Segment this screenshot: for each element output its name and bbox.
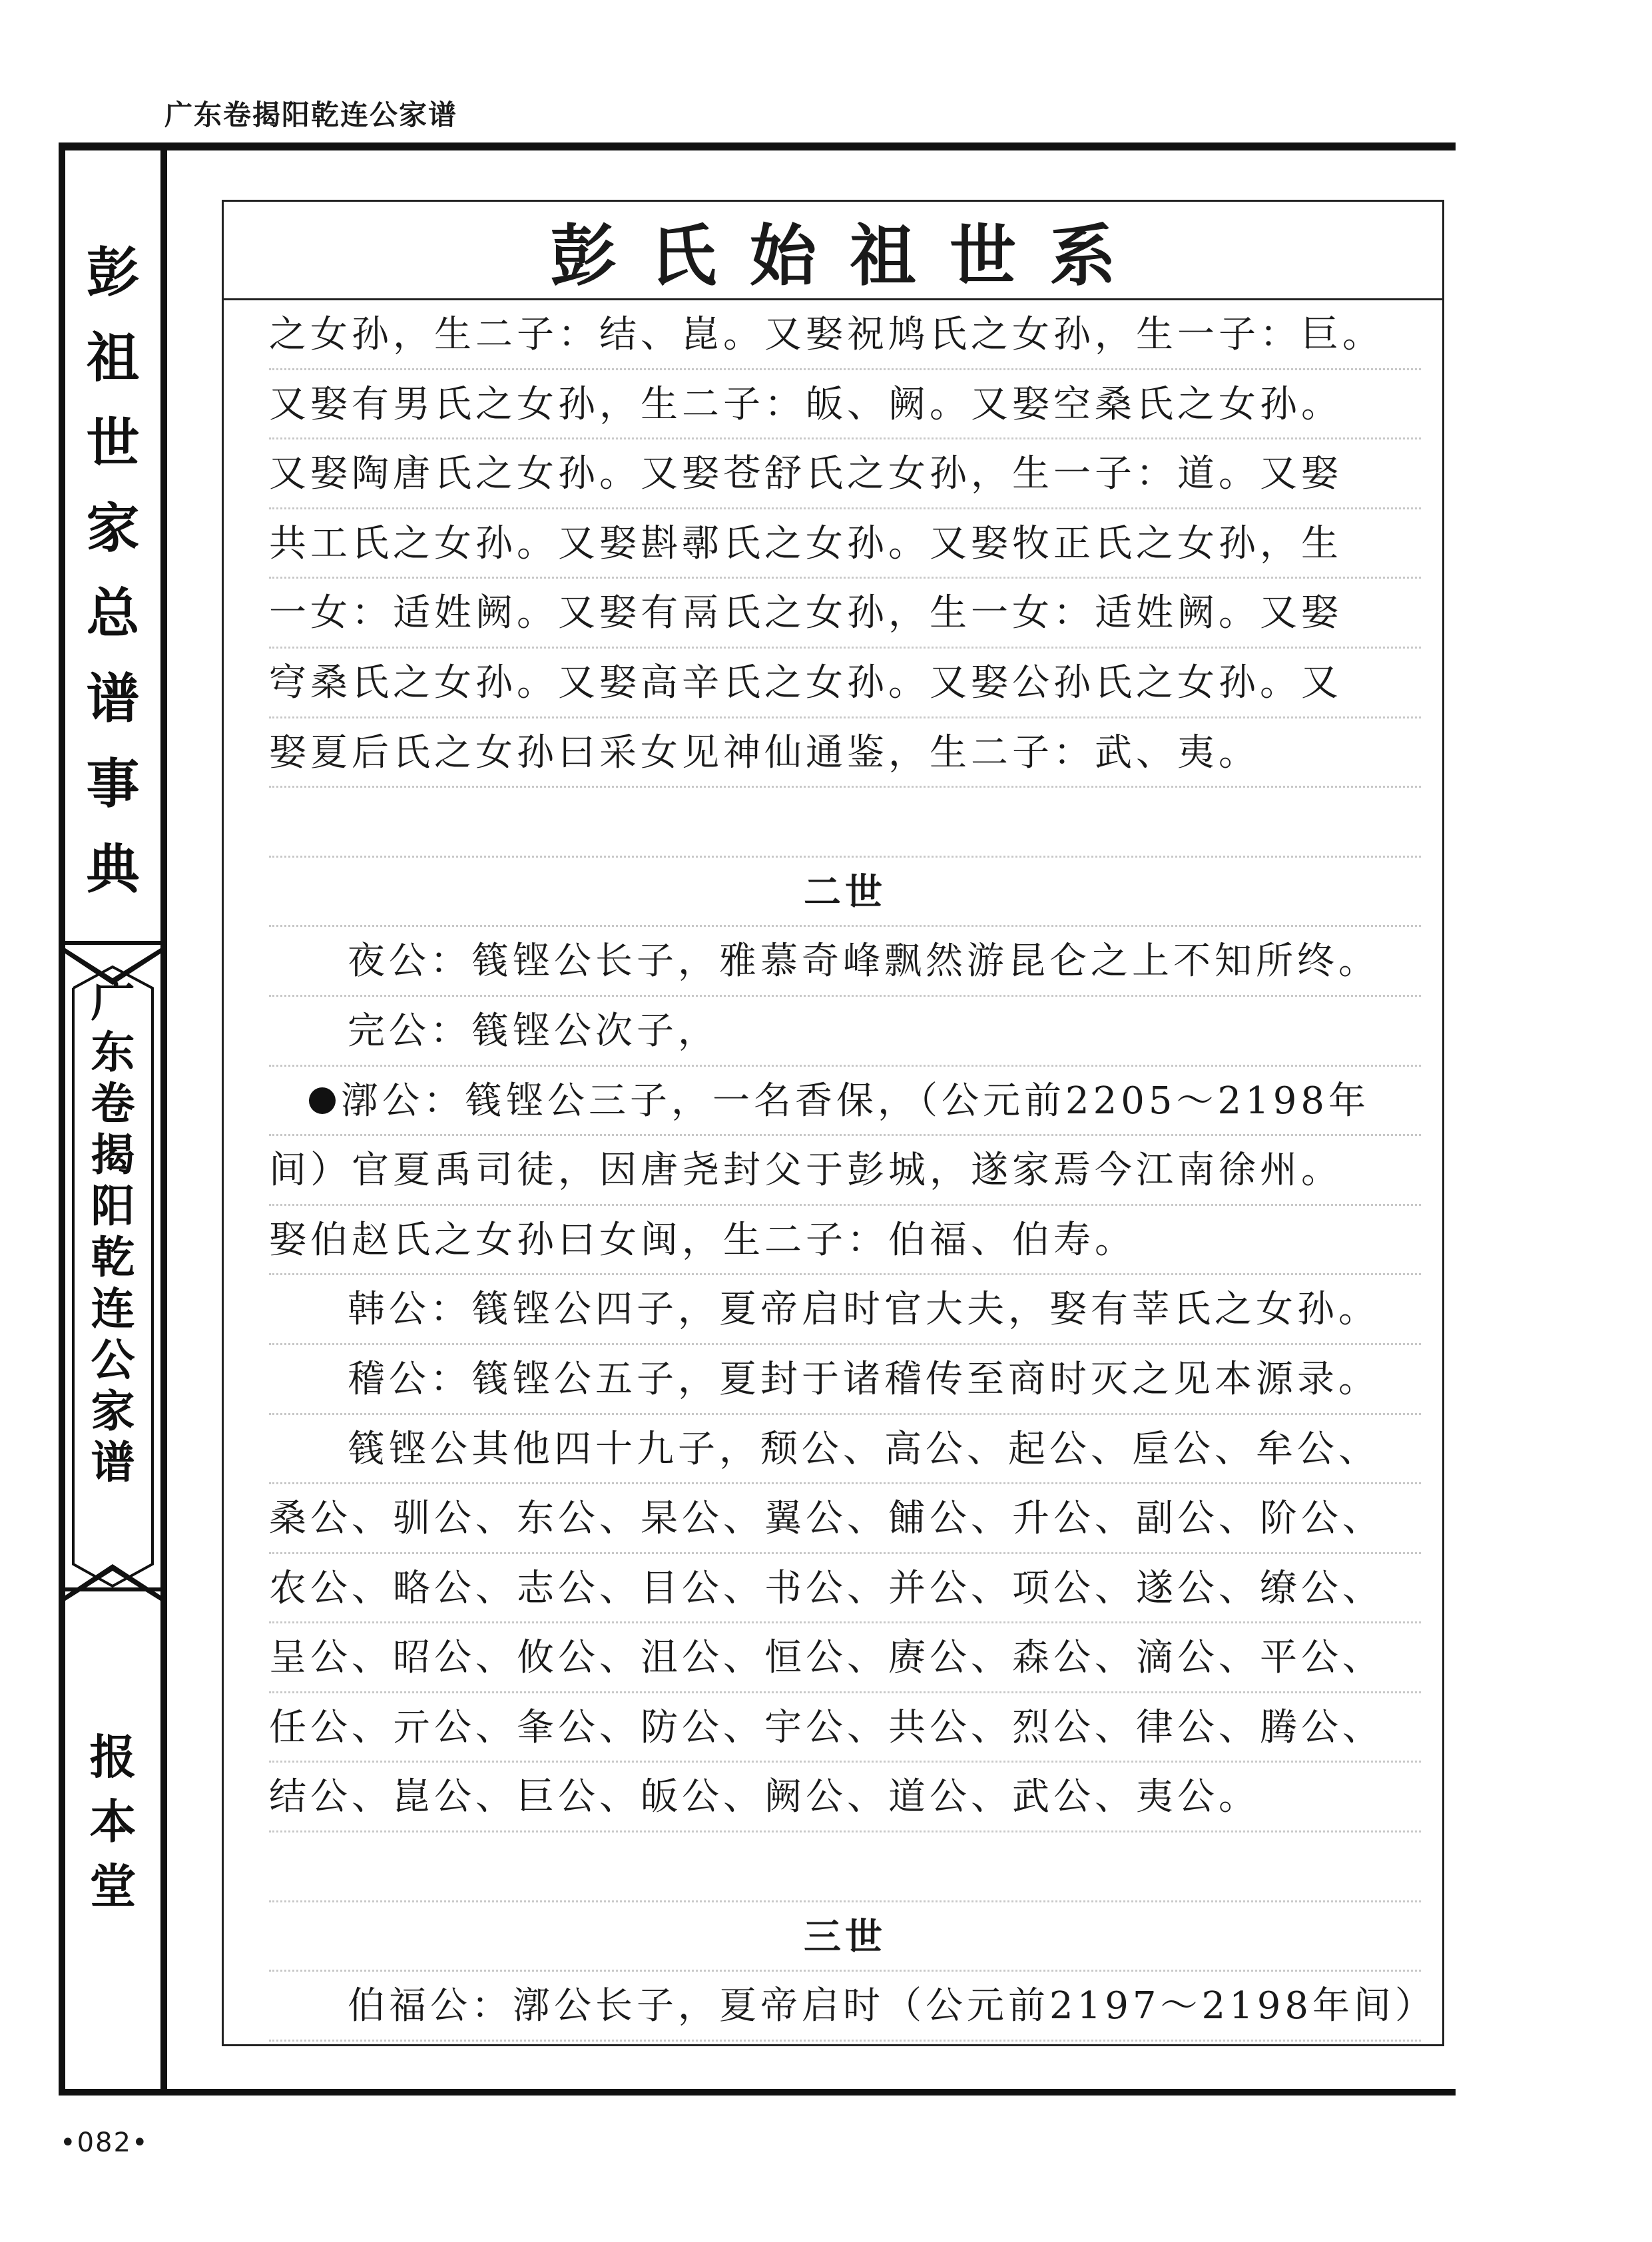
text-line-bullet [269,1067,1421,1137]
text-line: 一女：适姓阙。又娶有鬲氏之女孙，生一女：适姓阙。又娶 [269,579,1421,649]
text-line: 又娶有男氏之女孙，生二子：皈、阙。又娶空桑氏之女孙。 [269,370,1421,440]
spine-series-title [65,230,160,912]
spine-char: 典 [86,838,140,900]
spine-char: 公 [91,1334,135,1386]
spine-char: 谱 [91,1436,135,1488]
genealogy-body [269,300,1437,2042]
spine-hall-name [65,1725,160,1918]
text-line: 伯福公：漷公长子，夏帝启时（公元前2197～2198年间） [269,1972,1421,2042]
spine-char: 报 [89,1729,137,1785]
spine-char: 堂 [89,1858,137,1914]
text-line: 结公、崑公、巨公、皈公、阙公、道公、武公、夷公。 [269,1763,1421,1832]
spine-char: 广 [91,975,135,1027]
text-line: 任公、亓公、夆公、防公、宇公、共公、烈公、律公、腾公、 [269,1693,1421,1763]
text-line: 共工氏之女孙。又娶斟鄩氏之女孙。又娶牧正氏之女孙，生 [269,509,1421,579]
blank-line [269,788,1421,858]
spine-char: 谱 [86,667,140,730]
spine-char: 乾 [91,1231,135,1283]
spine-char: 总 [86,582,140,645]
spine-left-border [59,142,65,2096]
text-line-content: 漷公：篯铿公三子，一名香保，（公元前2205～2198年 [341,1079,1370,1123]
text-line: 农公、略公、志公、目公、书公、并公、项公、遂公、缭公、 [269,1554,1421,1624]
text-line: 篯铿公其他四十九子，颓公、高公、起公、垕公、牟公、 [269,1415,1421,1485]
text-line: 又娶陶唐氏之女孙。又娶苍舒氏之女孙，生一子：道。又娶 [269,439,1421,509]
spine-volume-title [65,976,160,1488]
spine-char: 揭 [91,1129,135,1181]
generation-heading: 三世 [269,1902,1421,1972]
text-line: 呈公、昭公、攸公、沮公、恒公、赓公、森公、滴公、平公、 [269,1623,1421,1693]
spine-divider [65,941,160,945]
text-line: 穹桑氏之女孙。又娶高辛氏之女孙。又娶公孙氏之女孙。又 [269,649,1421,718]
bottom-rule [59,2089,1456,2096]
book-header-title: 广东卷揭阳乾连公家谱 [164,99,458,131]
text-line: 韩公：篯铿公四子，夏帝启时官大夫，娶有莘氏之女孙。 [269,1275,1421,1345]
blank-line [269,1832,1421,1902]
text-line: 娶伯赵氏之女孙曰女闽，生二子：伯福、伯寿。 [269,1206,1421,1276]
text-line: 之女孙，生二子：结、崑。又娶祝鸠氏之女孙，生一子：巨。 [269,300,1421,370]
spine-char: 祖 [86,326,140,389]
top-rule [59,142,1456,150]
spine-char: 卷 [91,1077,135,1129]
text-line: 夜公：篯铿公长子，雅慕奇峰飘然游昆仑之上不知所终。 [269,927,1421,997]
section-title: 彭氏始祖世系 [550,216,1149,295]
text-line: 桑公、驯公、东公、杲公、翼公、餔公、升公、副公、阶公、 [269,1484,1421,1554]
section-title-box [224,202,1442,300]
spine-char: 东 [91,1026,135,1078]
spine-char: 家 [91,1385,135,1437]
content-frame [222,200,1444,2046]
text-line: 间）官夏禹司徒，因唐尧封父于彭城，遂家焉今江南徐州。 [269,1136,1421,1206]
page-number: •082• [60,2127,149,2158]
text-line: 稽公：篯铿公五子，夏封于诸稽传至商时灭之见本源录。 [269,1345,1421,1415]
spine-char: 彭 [86,241,140,304]
spine-char: 本 [89,1794,137,1849]
spine-right-border [160,142,167,2096]
lineage-bullet-icon [309,1087,336,1114]
spine-char: 阳 [91,1180,135,1232]
text-line: 娶夏后氏之女孙曰采女见神仙通鉴，生二子：武、夷。 [269,718,1421,788]
text-line: 完公：篯铿公次子， [269,997,1421,1067]
spine-char: 事 [86,752,140,815]
spine-char: 连 [91,1282,135,1334]
generation-heading: 二世 [269,858,1421,928]
spine-char: 家 [86,497,140,559]
spine-char: 世 [86,412,140,474]
